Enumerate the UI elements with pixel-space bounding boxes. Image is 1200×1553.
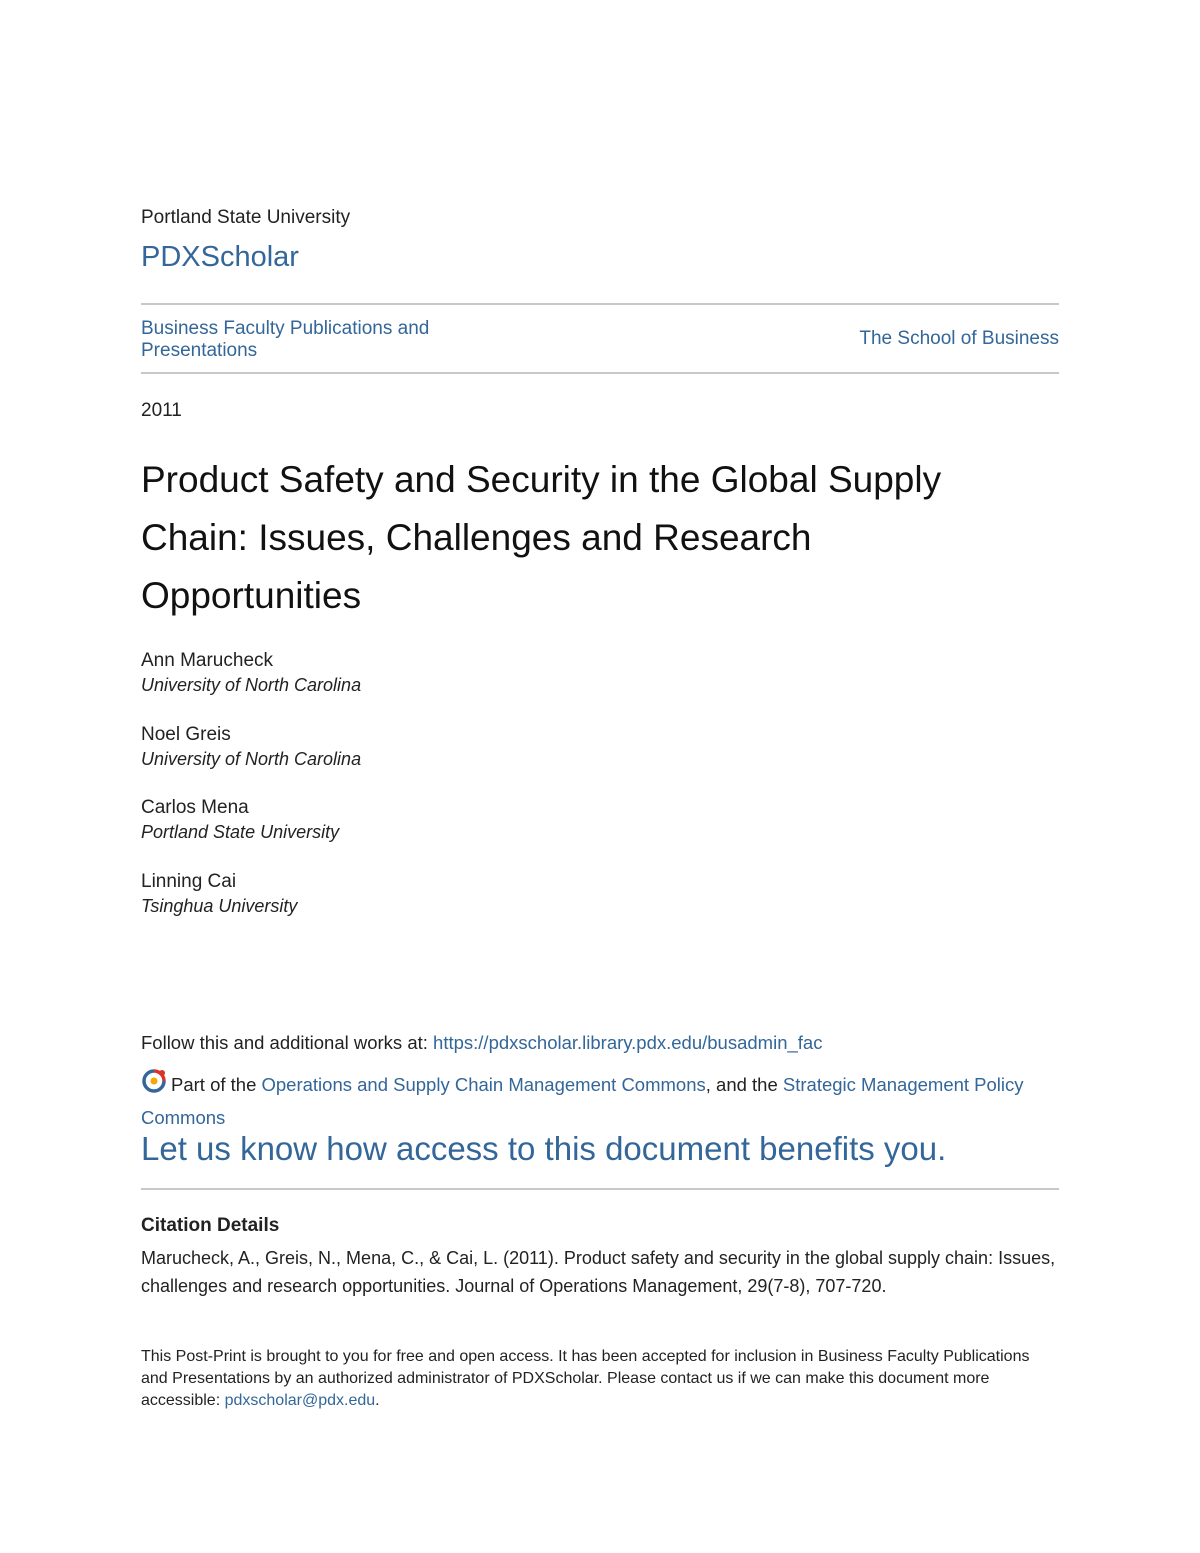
part-of-prefix: Part of the: [171, 1074, 262, 1095]
cover-page: [141, 0, 1059, 1553]
top-divider: [141, 303, 1059, 305]
contact-email-link[interactable]: pdxscholar@pdx.edu: [224, 1392, 376, 1409]
author-name: Noel Greis: [141, 723, 231, 745]
author-affiliation: University of North Carolina: [141, 675, 362, 695]
author-entry: [141, 869, 741, 943]
part-of-middle: , and the: [705, 1074, 783, 1095]
author-list: [141, 648, 741, 942]
citation-text: Marucheck, A., Greis, N., Mena, C., & Cai, L. (2011). Product safety and security in the global supply chain: Issues, challenges and research opportunities. Journal of Operations Management, 29(7-8), 707-720.: [141, 1248, 1056, 1296]
access-statement-text: This Post-Print is brought to you for free and open access. It has been accepted for inclusion in Business Faculty Publications and Presentations by an authorized administrator of PDXScholar. Please contact us if we can make this document more accessible:: [141, 1348, 1030, 1409]
author-affiliation: University of North Carolina: [141, 748, 362, 769]
series-link[interactable]: Business Faculty Publications and Presentations: [141, 318, 430, 361]
citation-divider: [141, 1188, 1059, 1190]
network-commons-icon: [141, 1068, 167, 1094]
school-link[interactable]: The School of Business: [859, 328, 1059, 349]
publication-year: 2011: [141, 400, 182, 421]
paper-title: Product Safety and Security in the Global Supply Chain: Issues, Challenges and Research Opportunities: [141, 459, 942, 616]
author-entry: [141, 722, 741, 796]
institution-name: Portland State University: [141, 207, 351, 228]
header-bottom-divider: [141, 372, 1059, 374]
author-name: Carlos Mena: [141, 797, 249, 818]
strategic-commons-link[interactable]: Strategic Management Policy Commons: [141, 1074, 1024, 1128]
author-entry: [141, 795, 741, 869]
follow-prefix: Follow this and additional works at:: [141, 1032, 434, 1053]
benefit-feedback-link[interactable]: Let us know how access to this document benefits you.: [141, 1130, 947, 1167]
collection-url-link[interactable]: https://pdxscholar.library.pdx.edu/busadmin_fac: [433, 1032, 823, 1053]
follow-line: [141, 1032, 822, 1054]
pdxscholar-link[interactable]: PDXScholar: [141, 241, 299, 273]
access-statement-end: .: [375, 1392, 380, 1409]
part-of-line: [141, 1068, 1041, 1134]
access-statement: [141, 1346, 1041, 1412]
operations-commons-link[interactable]: Operations and Supply Chain Management Commons: [261, 1074, 706, 1095]
author-affiliation: Portland State University: [141, 822, 340, 842]
author-affiliation: Tsinghua University: [141, 895, 298, 916]
author-name: Ann Marucheck: [141, 650, 274, 671]
author-entry: [141, 648, 741, 722]
citation-heading: Citation Details: [141, 1215, 280, 1236]
author-name: Linning Cai: [141, 870, 237, 892]
